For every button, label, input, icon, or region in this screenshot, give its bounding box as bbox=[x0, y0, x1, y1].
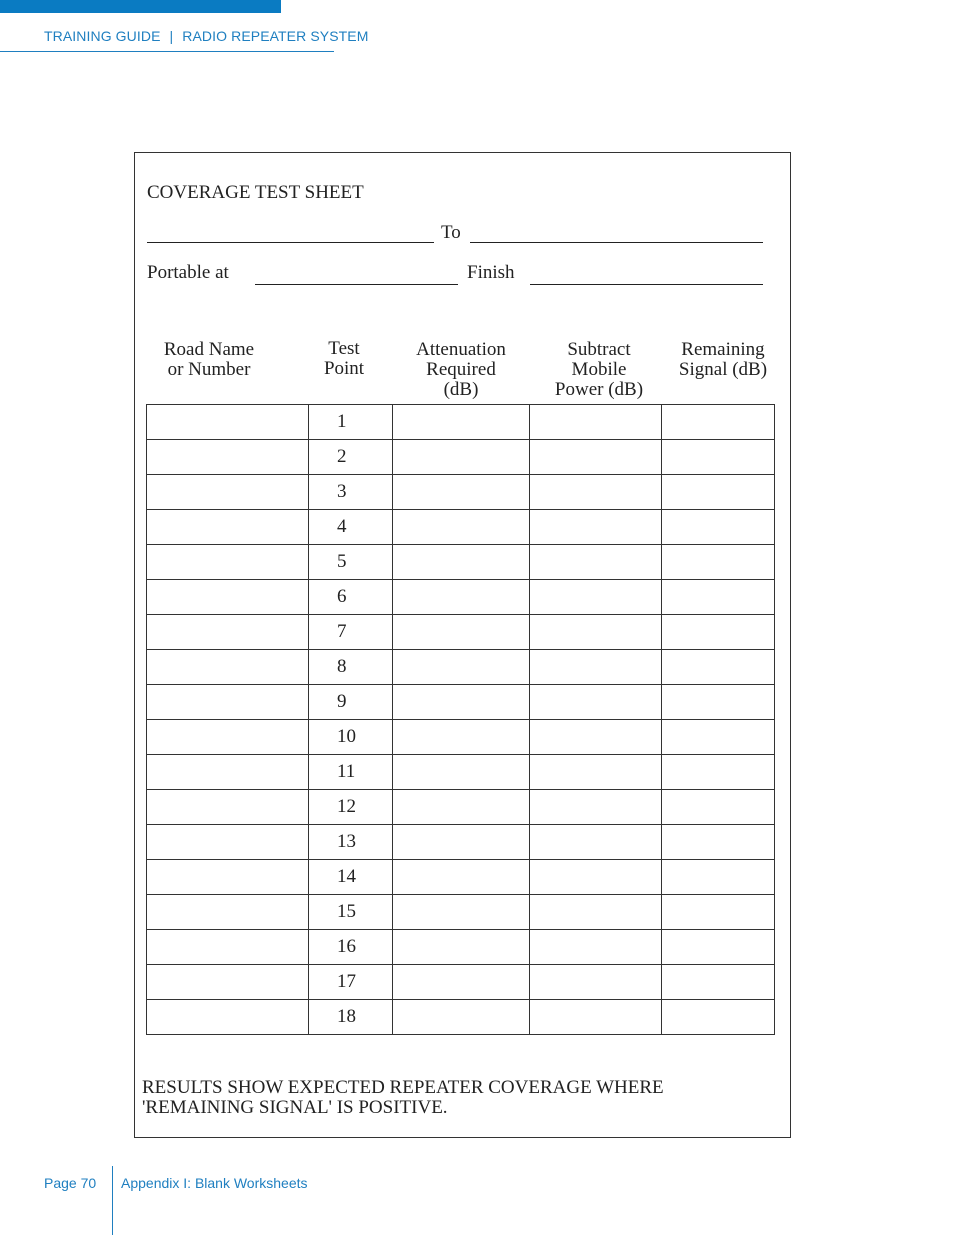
table-row bbox=[147, 650, 775, 685]
attenuation-cell[interactable] bbox=[393, 860, 530, 895]
header-system: RADIO REPEATER SYSTEM bbox=[182, 28, 369, 44]
coverage-test-sheet bbox=[134, 152, 791, 1138]
remaining-signal-cell[interactable] bbox=[662, 755, 775, 790]
subtract-mobile-cell[interactable] bbox=[530, 405, 662, 440]
subtract-mobile-cell[interactable] bbox=[530, 440, 662, 475]
attenuation-cell[interactable] bbox=[393, 720, 530, 755]
subtract-mobile-cell[interactable] bbox=[530, 510, 662, 545]
remaining-signal-cell[interactable] bbox=[662, 685, 775, 720]
remaining-signal-cell[interactable] bbox=[662, 405, 775, 440]
table-row bbox=[147, 545, 775, 580]
subtract-mobile-cell[interactable] bbox=[530, 580, 662, 615]
results-note: RESULTS SHOW EXPECTED REPEATER COVERAGE WHERE 'REMAINING SIGNAL' IS POSITIVE. bbox=[142, 1077, 664, 1118]
table-row bbox=[147, 930, 775, 965]
header-guide: TRAINING GUIDE bbox=[44, 28, 161, 44]
subtract-mobile-cell[interactable] bbox=[530, 930, 662, 965]
test-point-cell: 16 bbox=[309, 930, 393, 965]
road-name-cell[interactable] bbox=[147, 720, 309, 755]
attenuation-cell[interactable] bbox=[393, 545, 530, 580]
remaining-signal-cell[interactable] bbox=[662, 930, 775, 965]
road-name-cell[interactable] bbox=[147, 1000, 309, 1035]
remaining-signal-cell[interactable] bbox=[662, 1000, 775, 1035]
sheet-title: COVERAGE TEST SHEET bbox=[147, 182, 364, 203]
road-name-cell[interactable] bbox=[147, 475, 309, 510]
table-row bbox=[147, 615, 775, 650]
coverage-table bbox=[146, 404, 775, 1035]
subtract-mobile-cell[interactable] bbox=[530, 755, 662, 790]
from-blank-line[interactable] bbox=[147, 242, 434, 243]
subtract-mobile-cell[interactable] bbox=[530, 475, 662, 510]
column-header-subtract-mobile: Subtract Mobile Power (dB) bbox=[554, 339, 644, 400]
attenuation-cell[interactable] bbox=[393, 895, 530, 930]
test-point-cell: 4 bbox=[309, 510, 393, 545]
table-row bbox=[147, 685, 775, 720]
test-point-cell: 10 bbox=[309, 720, 393, 755]
remaining-signal-cell[interactable] bbox=[662, 580, 775, 615]
table-row bbox=[147, 510, 775, 545]
table-row bbox=[147, 720, 775, 755]
attenuation-cell[interactable] bbox=[393, 755, 530, 790]
road-name-cell[interactable] bbox=[147, 790, 309, 825]
remaining-signal-cell[interactable] bbox=[662, 895, 775, 930]
table-row bbox=[147, 790, 775, 825]
table-row bbox=[147, 405, 775, 440]
portable-label: Portable at bbox=[147, 262, 229, 283]
subtract-mobile-cell[interactable] bbox=[530, 895, 662, 930]
test-point-cell: 11 bbox=[309, 755, 393, 790]
subtract-mobile-cell[interactable] bbox=[530, 615, 662, 650]
subtract-mobile-cell[interactable] bbox=[530, 685, 662, 720]
road-name-cell[interactable] bbox=[147, 930, 309, 965]
road-name-cell[interactable] bbox=[147, 615, 309, 650]
attenuation-cell[interactable] bbox=[393, 930, 530, 965]
test-point-cell: 8 bbox=[309, 650, 393, 685]
finish-label: Finish bbox=[467, 262, 515, 283]
attenuation-cell[interactable] bbox=[393, 685, 530, 720]
header-rule bbox=[0, 51, 334, 52]
subtract-mobile-cell[interactable] bbox=[530, 650, 662, 685]
attenuation-cell[interactable] bbox=[393, 510, 530, 545]
finish-blank-line[interactable] bbox=[530, 284, 763, 285]
road-name-cell[interactable] bbox=[147, 825, 309, 860]
column-header-attenuation: Attenuation Required (dB) bbox=[416, 339, 506, 400]
road-name-cell[interactable] bbox=[147, 440, 309, 475]
attenuation-cell[interactable] bbox=[393, 580, 530, 615]
road-name-cell[interactable] bbox=[147, 860, 309, 895]
table-row bbox=[147, 1000, 775, 1035]
table-row bbox=[147, 475, 775, 510]
table-row bbox=[147, 440, 775, 475]
remaining-signal-cell[interactable] bbox=[662, 860, 775, 895]
table-row bbox=[147, 860, 775, 895]
attenuation-cell[interactable] bbox=[393, 650, 530, 685]
to-blank-line[interactable] bbox=[470, 242, 763, 243]
remaining-signal-cell[interactable] bbox=[662, 790, 775, 825]
remaining-signal-cell[interactable] bbox=[662, 545, 775, 580]
attenuation-cell[interactable] bbox=[393, 475, 530, 510]
attenuation-cell[interactable] bbox=[393, 790, 530, 825]
subtract-mobile-cell[interactable] bbox=[530, 825, 662, 860]
test-point-cell: 17 bbox=[309, 965, 393, 1000]
attenuation-cell[interactable] bbox=[393, 965, 530, 1000]
remaining-signal-cell[interactable] bbox=[662, 965, 775, 1000]
road-name-cell[interactable] bbox=[147, 545, 309, 580]
table-row bbox=[147, 580, 775, 615]
road-name-cell[interactable] bbox=[147, 755, 309, 790]
subtract-mobile-cell[interactable] bbox=[530, 545, 662, 580]
subtract-mobile-cell[interactable] bbox=[530, 1000, 662, 1035]
to-label: To bbox=[441, 222, 461, 243]
remaining-signal-cell[interactable] bbox=[662, 615, 775, 650]
remaining-signal-cell[interactable] bbox=[662, 440, 775, 475]
test-point-cell: 14 bbox=[309, 860, 393, 895]
test-point-cell: 6 bbox=[309, 580, 393, 615]
subtract-mobile-cell[interactable] bbox=[530, 790, 662, 825]
attenuation-cell[interactable] bbox=[393, 440, 530, 475]
portable-blank-line[interactable] bbox=[255, 284, 458, 285]
road-name-cell[interactable] bbox=[147, 685, 309, 720]
footer-section: Appendix I: Blank Worksheets bbox=[121, 1175, 308, 1191]
header-separator: | bbox=[169, 28, 174, 44]
table-row bbox=[147, 825, 775, 860]
test-point-cell: 3 bbox=[309, 475, 393, 510]
test-point-cell: 12 bbox=[309, 790, 393, 825]
table-row bbox=[147, 895, 775, 930]
attenuation-cell[interactable] bbox=[393, 405, 530, 440]
page-number: Page 70 bbox=[44, 1175, 97, 1191]
test-point-cell: 13 bbox=[309, 825, 393, 860]
coverage-table-body bbox=[147, 405, 775, 1035]
test-point-cell: 2 bbox=[309, 440, 393, 475]
column-header-remaining-signal: Remaining Signal (dB) bbox=[678, 339, 768, 380]
remaining-signal-cell[interactable] bbox=[662, 720, 775, 755]
test-point-cell: 1 bbox=[309, 405, 393, 440]
table-row bbox=[147, 755, 775, 790]
subtract-mobile-cell[interactable] bbox=[530, 860, 662, 895]
subtract-mobile-cell[interactable] bbox=[530, 720, 662, 755]
road-name-cell[interactable] bbox=[147, 650, 309, 685]
test-point-cell: 15 bbox=[309, 895, 393, 930]
attenuation-cell[interactable] bbox=[393, 1000, 530, 1035]
attenuation-cell[interactable] bbox=[393, 615, 530, 650]
test-point-cell: 18 bbox=[309, 1000, 393, 1035]
remaining-signal-cell[interactable] bbox=[662, 475, 775, 510]
test-point-cell: 9 bbox=[309, 685, 393, 720]
road-name-cell[interactable] bbox=[147, 405, 309, 440]
column-header-road: Road Name or Number bbox=[163, 339, 255, 380]
column-header-test-point: Test Point bbox=[323, 338, 365, 379]
footer-divider bbox=[112, 1166, 113, 1235]
test-point-cell: 7 bbox=[309, 615, 393, 650]
table-row bbox=[147, 965, 775, 1000]
header-accent-bar bbox=[0, 0, 281, 13]
road-name-cell[interactable] bbox=[147, 895, 309, 930]
remaining-signal-cell[interactable] bbox=[662, 510, 775, 545]
road-name-cell[interactable] bbox=[147, 965, 309, 1000]
road-name-cell[interactable] bbox=[147, 510, 309, 545]
road-name-cell[interactable] bbox=[147, 580, 309, 615]
attenuation-cell[interactable] bbox=[393, 825, 530, 860]
running-header bbox=[44, 28, 369, 44]
test-point-cell: 5 bbox=[309, 545, 393, 580]
remaining-signal-cell[interactable] bbox=[662, 650, 775, 685]
remaining-signal-cell[interactable] bbox=[662, 825, 775, 860]
subtract-mobile-cell[interactable] bbox=[530, 965, 662, 1000]
